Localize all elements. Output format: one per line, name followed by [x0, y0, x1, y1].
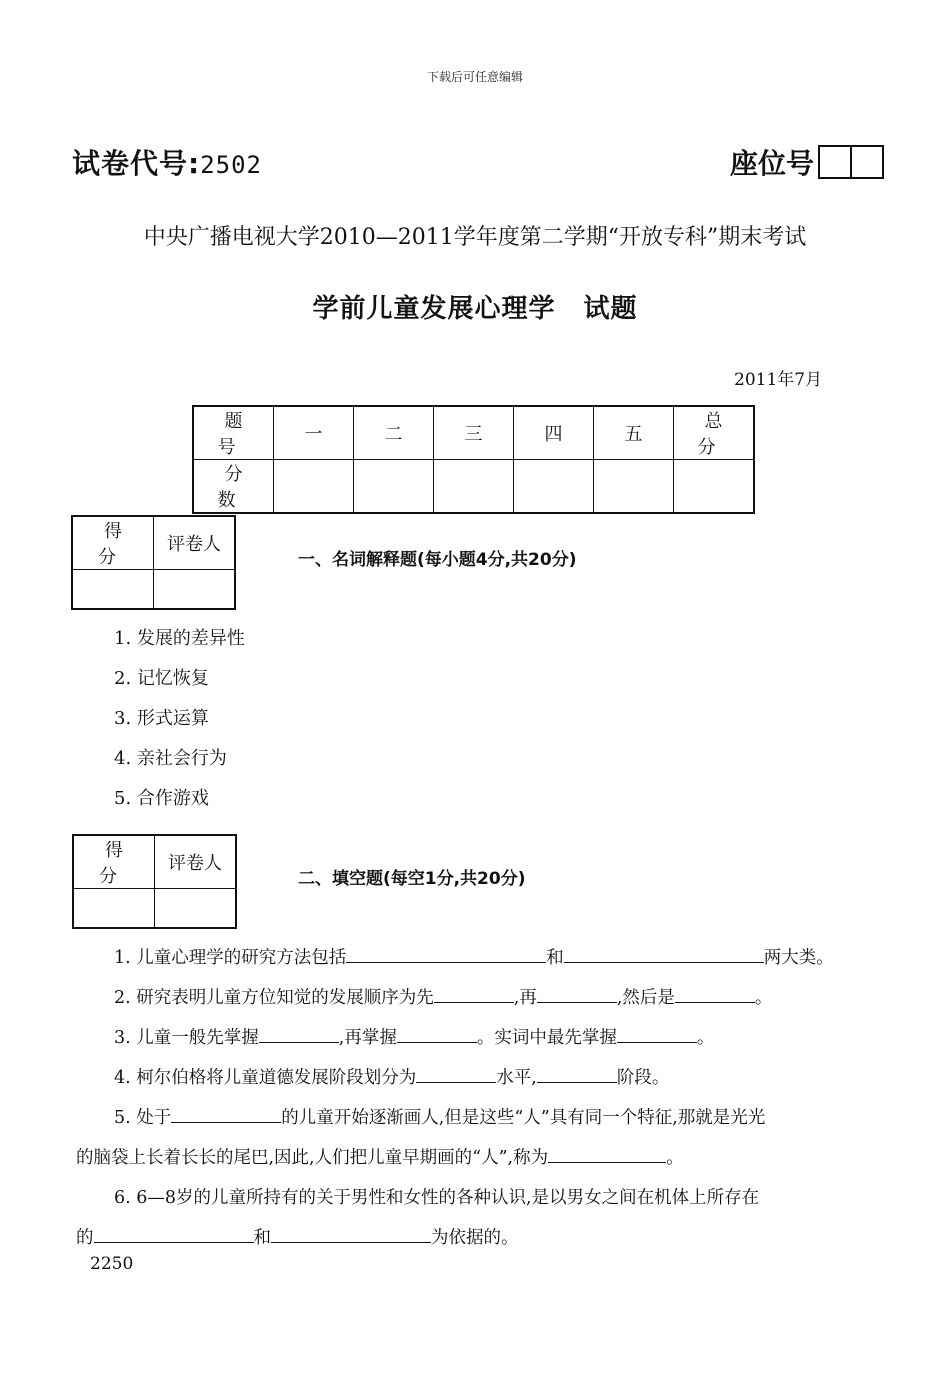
seat-cell	[820, 147, 852, 177]
question-text: 3. 儿童一般先掌握	[114, 1028, 259, 1048]
question-text: 和	[546, 948, 564, 968]
question-text: 两大类。	[763, 948, 834, 968]
answer-blank[interactable]	[271, 1224, 431, 1243]
answer-blank[interactable]	[675, 984, 755, 1003]
answer-blank[interactable]	[537, 984, 617, 1003]
answer-blank[interactable]	[537, 1064, 617, 1083]
list-item: 2. 记忆恢复	[114, 668, 209, 689]
question-text: 。	[696, 1028, 715, 1048]
table-row	[193, 406, 754, 460]
question-text: 。实词中最先掌握	[476, 1028, 617, 1048]
score-cell	[274, 460, 354, 514]
score-cell	[434, 460, 514, 514]
subject-title	[0, 288, 950, 325]
answer-blank[interactable]	[416, 1064, 496, 1083]
exam-date: 2011年7月	[734, 370, 823, 390]
answer-blank[interactable]	[259, 1024, 339, 1043]
question-text: 5. 处于	[114, 1108, 172, 1128]
seat-number-label: 座位号	[730, 147, 815, 180]
score-label: 得 分	[72, 516, 154, 570]
question-text: 的脑袋上长着长长的尾巴,因此,人们把儿童早期画的“人”,称为	[76, 1148, 549, 1168]
grader-cell	[155, 889, 237, 929]
question-text: 6. 6—8岁的儿童所持有的关于男性和女性的各种认识,是以男女之间在机体上所存在	[114, 1188, 760, 1208]
column-header: 一	[274, 406, 354, 460]
question-4	[114, 1064, 669, 1089]
table-row	[73, 835, 236, 889]
score-cell	[514, 460, 594, 514]
question-5-line2	[76, 1144, 684, 1169]
score-cell	[674, 460, 755, 514]
section2-title: 二、填空题(每空1分,共20分)	[298, 869, 526, 889]
subject-name: 学前儿童发展心理学	[312, 294, 556, 324]
question-text: 。	[754, 988, 773, 1008]
table-row	[73, 889, 236, 929]
column-header: 三	[434, 406, 514, 460]
answer-blank[interactable]	[434, 984, 514, 1003]
question-1	[114, 944, 834, 969]
list-item: 3. 形式运算	[114, 708, 209, 729]
paper-code-number: 2502	[200, 151, 262, 179]
question-text: ,再掌握	[338, 1028, 397, 1048]
section1-title: 一、名词解释题(每小题4分,共20分)	[298, 550, 577, 570]
question-text: 2. 研究表明儿童方位知觉的发展顺序为先	[114, 988, 434, 1008]
score-cell	[594, 460, 674, 514]
score-cell	[73, 889, 155, 929]
grader-table-section1	[71, 515, 236, 610]
question-text: ,再	[513, 988, 537, 1008]
question-5-line1	[114, 1104, 765, 1129]
seat-cell	[852, 147, 882, 177]
list-item: 5. 合作游戏	[114, 788, 209, 809]
question-text: 的	[76, 1228, 94, 1248]
question-text: 和	[253, 1228, 271, 1248]
question-6-line1	[114, 1184, 759, 1209]
column-header: 五	[594, 406, 674, 460]
grader-label: 评卷人	[154, 516, 236, 570]
grader-label: 评卷人	[155, 835, 237, 889]
score-cell	[354, 460, 434, 514]
grader-table-section2	[72, 834, 237, 929]
question-text: 。	[666, 1148, 684, 1168]
column-header: 二	[354, 406, 434, 460]
paper-code-label: 试卷代号:	[72, 147, 201, 180]
seat-number-box	[818, 145, 884, 179]
question-3	[114, 1024, 714, 1049]
grader-cell	[154, 570, 236, 610]
answer-blank[interactable]	[171, 1104, 281, 1123]
score-label: 分 数	[193, 460, 274, 514]
answer-blank[interactable]	[617, 1024, 697, 1043]
question-text: 的儿童开始逐渐画人,但是这些“人”具有同一个特征,那就是光光	[281, 1108, 766, 1128]
column-header: 四	[514, 406, 594, 460]
question-number-label: 题 号	[193, 406, 274, 460]
answer-blank[interactable]	[397, 1024, 477, 1043]
question-6-line2	[76, 1224, 519, 1249]
answer-blank[interactable]	[548, 1144, 666, 1163]
question-text: 1. 儿童心理学的研究方法包括	[114, 948, 347, 968]
table-row	[72, 516, 235, 570]
table-row	[72, 570, 235, 610]
paper-code	[72, 142, 262, 182]
page-number: 2250	[90, 1254, 134, 1274]
question-text: 阶段。	[616, 1068, 670, 1088]
subject-suffix: 试题	[583, 294, 638, 324]
question-text: 为依据的。	[431, 1228, 519, 1248]
watermark-text: 下载后可任意编辑	[426, 70, 523, 84]
answer-blank[interactable]	[346, 944, 546, 963]
score-label: 得 分	[73, 835, 155, 889]
table-row	[193, 460, 754, 514]
total-score-label: 总 分	[674, 406, 755, 460]
answer-blank[interactable]	[94, 1224, 254, 1243]
answer-blank[interactable]	[564, 944, 764, 963]
list-item: 1. 发展的差异性	[114, 628, 245, 649]
question-2	[114, 984, 772, 1009]
score-cell	[72, 570, 154, 610]
exam-title: 中央广播电视大学2010—2011学年度第二学期“开放专科”期末考试	[143, 225, 807, 250]
question-text: 水平,	[496, 1068, 537, 1088]
list-item: 4. 亲社会行为	[114, 748, 227, 769]
question-text: ,然后是	[616, 988, 675, 1008]
score-summary-table	[192, 405, 755, 514]
question-text: 4. 柯尔伯格将儿童道德发展阶段划分为	[114, 1068, 417, 1088]
